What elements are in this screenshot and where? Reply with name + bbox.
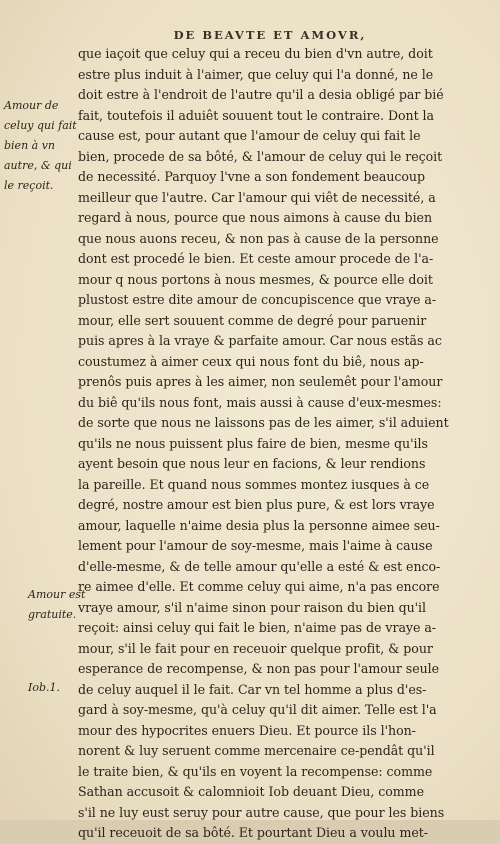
text-line: de necessité. Parquoy l'vne a son fondement beaucoup xyxy=(78,169,425,184)
text-line: de sorte que nous ne laissons pas de les aimer, s'il aduient xyxy=(78,415,449,430)
text-line: mour des hypocrites enuers Dieu. Et pource ils l'hon- xyxy=(78,722,416,738)
text-line: que nous auons receu, & non pas à cause de la personne xyxy=(78,230,439,246)
text-line: norent & luy seruent comme mercenaire ce-pendât qu'il xyxy=(78,743,435,758)
body-text xyxy=(78,44,450,844)
margin-note-iob xyxy=(28,678,80,698)
margin-note-line: Iob.1. xyxy=(28,681,61,694)
text-line: plustost estre dite amour de concupiscence que vraye a- xyxy=(78,292,437,307)
text-line: puis apres à la vraye & parfaite amour. Car nous estãs ac xyxy=(78,333,442,348)
margin-note-line: le reçoit. xyxy=(4,179,54,192)
text-line: mour, s'il le fait pour en receuoir quelque profit, & pour xyxy=(78,640,433,656)
margin-note-line: bien à vn xyxy=(4,139,56,152)
text-line: s'il ne luy eust seruy pour autre cause, que pour les biens xyxy=(78,804,445,820)
text-line: mour q nous portons à nous mesmes, & pource elle doit xyxy=(78,271,433,287)
margin-note-line: autre, & qui xyxy=(4,159,72,172)
text-line: amour, laquelle n'aime desia plus la personne aimee seu- xyxy=(78,517,440,533)
text-line: d'elle-mesme, & de telle amour qu'elle a esté & est enco- xyxy=(78,558,441,574)
running-header: DE BEAVTE ET AMOVR, xyxy=(173,28,367,42)
text-line: doit estre à l'endroit de l'autre qu'il a desia obligé par bié xyxy=(78,87,444,102)
text-line: esperance de recompense, & non pas pour l'amour seule xyxy=(78,661,440,676)
text-line: reçoit: ainsi celuy qui fait le bien, n'aime pas de vraye a- xyxy=(78,620,436,635)
margin-note-line: Amour est xyxy=(28,588,86,601)
margin-note-line: celuy qui fait xyxy=(4,119,77,132)
text-line: dont est procedé le bien. Et ceste amour procede de l'a- xyxy=(78,251,434,266)
text-line: qu'il receuoit de sa bôté. Et pourtant Dieu a voulu met- xyxy=(78,825,428,840)
text-line: re aimee d'elle. Et comme celuy qui aime, n'a pas encore xyxy=(78,579,440,594)
text-line: meilleur que l'autre. Car l'amour qui viêt de necessité, a xyxy=(78,189,436,205)
text-line: gard à soy-mesme, qu'à celuy qu'il dit aimer. Telle est l'a xyxy=(78,702,437,717)
text-line: qu'ils ne nous puissent plus faire de bien, mesme qu'ils xyxy=(78,435,428,451)
margin-note-line: gratuite. xyxy=(28,608,77,621)
text-line: estre plus induit à l'aimer, que celuy qui l'a donné, ne le xyxy=(78,66,434,82)
text-line: que iaçoit que celuy qui a receu du bien d'vn autre, doit xyxy=(78,46,433,61)
text-line: mour, elle sert souuent comme de degré pour paruenir xyxy=(78,312,427,328)
text-line: prenôs puis apres à les aimer, non seulemêt pour l'amour xyxy=(78,374,443,389)
margin-note-amour-de-celuy xyxy=(4,96,80,196)
text-line: lement pour l'amour de soy-mesme, mais l'aime à cause xyxy=(78,538,433,553)
text-line: cause est, pour autant que l'amour de celuy qui fait le xyxy=(78,128,421,143)
text-line: le traite bien, & qu'ils en voyent la recompense: comme xyxy=(78,763,433,779)
text-line: de celuy auquel il le fait. Car vn tel homme a plus d'es- xyxy=(78,681,427,697)
margin-note-amour-gratuite xyxy=(28,585,86,625)
text-line: ayent besoin que nous leur en facions, & leur rendions xyxy=(78,456,426,471)
text-line: regard à nous, pource que nous aimons à cause du bien xyxy=(78,210,433,225)
text-line: coustumez à aimer ceux qui nous font du biê, nous ap- xyxy=(78,353,424,369)
text-line: fait, toutefois il aduiêt souuent tout le contraire. Dont la xyxy=(78,107,434,123)
margin-note-line: Amour de xyxy=(4,99,59,112)
text-line: Sathan accusoit & calomnioit Iob deuant Dieu, comme xyxy=(78,784,424,799)
text-line: bien, procede de sa bôté, & l'amour de celuy qui le reçoit xyxy=(78,148,443,164)
text-line: degré, nostre amour est bien plus pure, & est lors vraye xyxy=(78,497,435,512)
text-line: vraye amour, s'il n'aime sinon pour raison du bien qu'il xyxy=(78,599,427,615)
text-line: du biê qu'ils nous font, mais aussi à cause d'eux-mesmes: xyxy=(78,394,442,410)
text-line: la pareille. Et quand nous sommes montez iusques à ce xyxy=(78,476,430,492)
